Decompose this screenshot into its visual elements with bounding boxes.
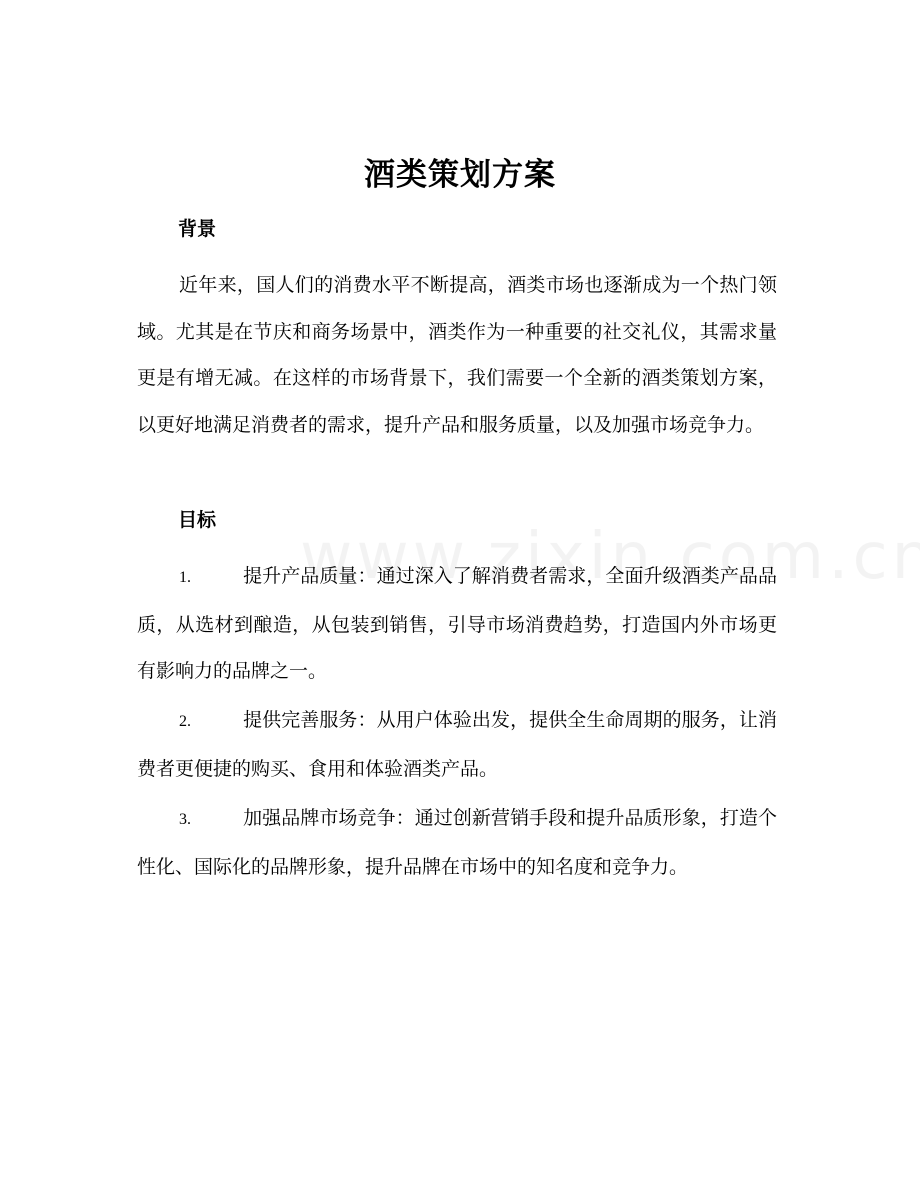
goal-number-1: 1. (179, 569, 191, 586)
section-heading-goals: 目标 (178, 509, 217, 531)
section-heading-background: 背景 (178, 218, 217, 240)
goal-number-2: 2. (179, 713, 191, 730)
goal-item-1 (137, 553, 777, 695)
document-title: 酒类策划方案 (364, 157, 556, 193)
goal-number-3: 3. (179, 811, 191, 828)
goal-text-1: 提升产品质量：通过深入了解消费者需求，全面升级酒类产品品质，从选材到酿造，从包装到销售，引导市场消费趋势，打造国内外市场更有影响力的品牌之一。 (137, 565, 777, 682)
goal-text-2: 提供完善服务：从用户体验出发，提供全生命周期的服务，让消费者更便捷的购买、食用和体验酒类产品。 (137, 709, 777, 780)
background-paragraph: 近年来，国人们的消费水平不断提高，酒类市场也逐渐成为一个热门领域。尤其是在节庆和商务场景中，酒类作为一种重要的社交礼仪，其需求量更是有增无减。在这样的市场背景下，我们需要一个全新的酒类策划方案，以更好地满足消费者的需求，提升产品和服务质量，以及加强市场竞争力。 (137, 274, 777, 436)
goal-text-3: 加强品牌市场竞争：通过创新营销手段和提升品质形象，打造个性化、国际化的品牌形象，提升品牌在市场中的知名度和竞争力。 (137, 807, 777, 878)
goal-item-2 (137, 697, 777, 792)
goal-item-3 (137, 795, 777, 890)
